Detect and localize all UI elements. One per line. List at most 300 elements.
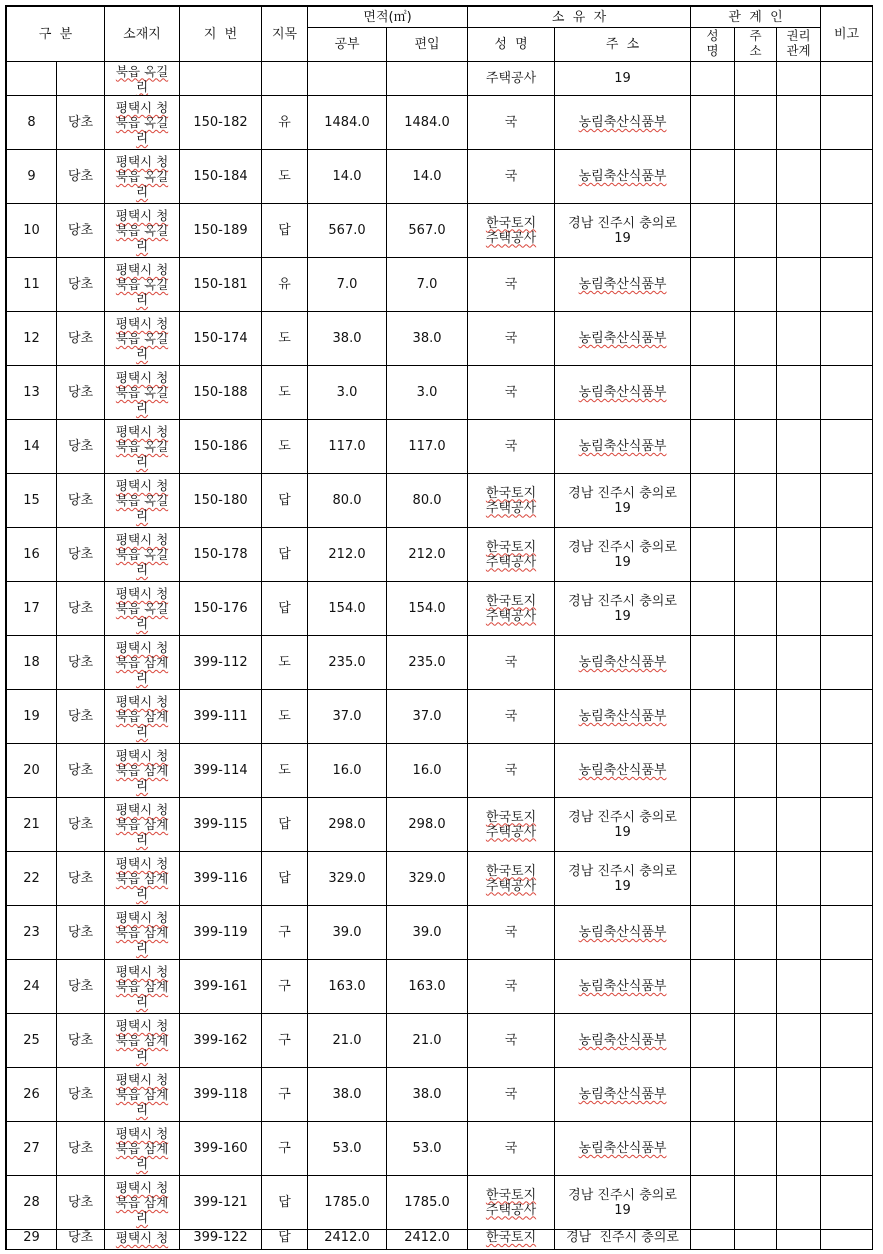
cell-related-address [735, 852, 777, 906]
cell-related-name [691, 258, 735, 312]
cell-region [57, 62, 105, 96]
owner-name-text: 한국토지 주택공사 [485, 1187, 537, 1218]
owner-name-text: 국 [504, 1033, 518, 1048]
cell-remarks [821, 204, 872, 258]
cell-related-address [735, 312, 777, 366]
table-row [7, 744, 873, 798]
cell-no: 29 [7, 1230, 57, 1250]
cell-lot: 399-116 [180, 852, 262, 906]
cell-area-registered: 38.0 [308, 1068, 387, 1122]
cell-location [105, 1014, 180, 1068]
cell-jimok: 답 [262, 798, 308, 852]
cell-area-incorporated: 154.0 [387, 582, 468, 636]
owner-name-text: 국 [504, 1087, 518, 1102]
cell-related-name [691, 1122, 735, 1176]
location-text: 평택시 청 북읍 옥길 리 [115, 586, 169, 631]
cell-owner-address [555, 1068, 691, 1122]
cell-area-incorporated [387, 62, 468, 96]
cell-owner-name [468, 366, 555, 420]
cell-owner-address [555, 1122, 691, 1176]
cell-related-rights [777, 420, 821, 474]
cell-related-name [691, 1014, 735, 1068]
cell-owner-name: 주택공사 [468, 62, 555, 96]
cell-area-incorporated: 163.0 [387, 960, 468, 1014]
cell-lot: 150-189 [180, 204, 262, 258]
cell-owner-name [468, 1068, 555, 1122]
cell-location [105, 150, 180, 204]
table-row [7, 1122, 873, 1176]
cell-region: 당초 [57, 960, 105, 1014]
cell-related-rights [777, 150, 821, 204]
cell-remarks [821, 420, 872, 474]
cell-location [105, 636, 180, 690]
header-owner: 소 유 자 [468, 7, 691, 28]
location-text: 평택시 청 북읍 삼계 리 [115, 640, 169, 685]
owner-address-text: 농림축산식품부 [578, 925, 667, 940]
cell-owner-address: 경남 진주시 충의로 [555, 1230, 691, 1250]
document-frame [6, 6, 872, 1249]
cell-location [105, 798, 180, 852]
cell-region: 당초 [57, 258, 105, 312]
cell-no: 22 [7, 852, 57, 906]
table-row [7, 1014, 873, 1068]
location-text: 평택시 청 북읍 옥길 리 [115, 316, 169, 361]
cell-related-address [735, 960, 777, 1014]
cell-no: 15 [7, 474, 57, 528]
cell-owner-name [468, 150, 555, 204]
owner-name-text: 국 [504, 115, 518, 130]
cell-jimok: 답 [262, 852, 308, 906]
cell-related-rights [777, 636, 821, 690]
location-text: 평택시 청 북읍 옥길 리 [115, 262, 169, 307]
cell-area-registered: 235.0 [308, 636, 387, 690]
cell-region: 당초 [57, 1014, 105, 1068]
cell-related-rights [777, 258, 821, 312]
cell-region: 당초 [57, 1230, 105, 1250]
owner-name-text: 국 [504, 331, 518, 346]
cell-remarks [821, 1176, 872, 1230]
cell-no: 25 [7, 1014, 57, 1068]
cell-area-registered: 53.0 [308, 1122, 387, 1176]
cell-owner-address [555, 366, 691, 420]
cell-jimok: 답 [262, 1230, 308, 1250]
cell-remarks [821, 150, 872, 204]
owner-address-text: 경남 진주시 충의로 19 [568, 863, 677, 894]
cell-remarks [821, 1230, 872, 1250]
cell-related-rights [777, 906, 821, 960]
cell-location [105, 312, 180, 366]
cell-location [105, 528, 180, 582]
cell-owner-name [468, 420, 555, 474]
table-body [7, 62, 873, 1230]
owner-name-text: 국 [504, 925, 518, 940]
table-row [7, 582, 873, 636]
location-text: 평택시 청 [115, 1230, 169, 1245]
cell-location [105, 1068, 180, 1122]
cell-remarks [821, 258, 872, 312]
cell-location [105, 906, 180, 960]
cell-no: 13 [7, 366, 57, 420]
cell-owner-name [468, 312, 555, 366]
cell-owner-address [555, 906, 691, 960]
cell-area-registered: 38.0 [308, 312, 387, 366]
cell-lot: 150-181 [180, 258, 262, 312]
cell-jimok: 구 [262, 906, 308, 960]
cell-no: 8 [7, 96, 57, 150]
cell-related-name [691, 96, 735, 150]
cell-related-address [735, 906, 777, 960]
owner-address-text: 경남 진주시 충의로 19 [568, 215, 677, 246]
cell-remarks [821, 906, 872, 960]
cell-lot: 399-115 [180, 798, 262, 852]
cell-related-name [691, 636, 735, 690]
owner-name-text: 한국토지 [485, 1230, 537, 1245]
table-row [7, 852, 873, 906]
cell-owner-address [555, 852, 691, 906]
cell-no: 24 [7, 960, 57, 1014]
cell-area-incorporated: 567.0 [387, 204, 468, 258]
cell-remarks [821, 852, 872, 906]
cell-region: 당초 [57, 852, 105, 906]
cell-related-rights [777, 960, 821, 1014]
cell-region: 당초 [57, 1176, 105, 1230]
cell-region: 당초 [57, 906, 105, 960]
cell-related-rights [777, 366, 821, 420]
cell-lot: 150-180 [180, 474, 262, 528]
cell-related-rights [777, 474, 821, 528]
cell-related-address [735, 474, 777, 528]
cell-related-address [735, 1230, 777, 1250]
header-owner-address: 주 소 [555, 28, 691, 62]
cell-location [105, 744, 180, 798]
location-text: 평택시 청 북읍 삼계 리 [115, 748, 169, 793]
location-text: 평택시 청 북읍 삼계 리 [115, 802, 169, 847]
cell-remarks [821, 312, 872, 366]
owner-name-text: 한국토지 주택공사 [485, 215, 537, 246]
cell-related-rights [777, 62, 821, 96]
cell-no: 14 [7, 420, 57, 474]
cell-related-name [691, 474, 735, 528]
cell-jimok: 도 [262, 744, 308, 798]
cell-owner-name [468, 690, 555, 744]
owner-address-text: 농림축산식품부 [578, 331, 667, 346]
cell-no: 16 [7, 528, 57, 582]
cell-location [105, 582, 180, 636]
cell-region: 당초 [57, 474, 105, 528]
cell-owner-address [555, 1014, 691, 1068]
location-text: 평택시 청 북읍 옥길 리 [115, 532, 169, 577]
cell-region: 당초 [57, 582, 105, 636]
cell-region: 당초 [57, 204, 105, 258]
cell-related-rights [777, 1014, 821, 1068]
cell-owner-name [468, 204, 555, 258]
cell-area-incorporated: 39.0 [387, 906, 468, 960]
cell-owner-name [468, 960, 555, 1014]
cell-lot: 399-161 [180, 960, 262, 1014]
owner-name-text: 한국토지 주택공사 [485, 593, 537, 624]
location-text: 평택시 청 북읍 삼계 리 [115, 1072, 169, 1117]
cell-owner-name [468, 1122, 555, 1176]
owner-address-text: 농림축산식품부 [578, 385, 667, 400]
table-row [7, 204, 873, 258]
table-row-continuation [7, 62, 873, 96]
cell-owner-address [555, 1176, 691, 1230]
cell-location [105, 258, 180, 312]
table-row [7, 798, 873, 852]
owner-name-text: 한국토지 주택공사 [485, 863, 537, 894]
header-area-registered: 공부 [308, 28, 387, 62]
cell-jimok: 구 [262, 1068, 308, 1122]
cell-lot: 399-121 [180, 1176, 262, 1230]
cell-area-registered: 117.0 [308, 420, 387, 474]
owner-address-text: 농림축산식품부 [578, 655, 667, 670]
cell-remarks [821, 96, 872, 150]
cell-remarks [821, 1068, 872, 1122]
cell-area-incorporated: 1785.0 [387, 1176, 468, 1230]
cell-owner-name [468, 1176, 555, 1230]
cell-remarks [821, 62, 872, 96]
cell-jimok: 답 [262, 1176, 308, 1230]
cell-area-incorporated: 53.0 [387, 1122, 468, 1176]
cell-lot: 150-174 [180, 312, 262, 366]
cell-owner-address [555, 636, 691, 690]
cell-area-incorporated: 7.0 [387, 258, 468, 312]
owner-address-text: 농림축산식품부 [578, 709, 667, 724]
owner-name-text: 국 [504, 979, 518, 994]
cell-owner-address [555, 474, 691, 528]
cell-location [105, 960, 180, 1014]
table-row [7, 906, 873, 960]
cell-owner-address [555, 258, 691, 312]
table-body-last [7, 1230, 873, 1250]
owner-name-text: 국 [504, 277, 518, 292]
cell-area-registered: 567.0 [308, 204, 387, 258]
cell-region: 당초 [57, 96, 105, 150]
cell-area-registered: 212.0 [308, 528, 387, 582]
cell-area-registered: 39.0 [308, 906, 387, 960]
cell-related-rights [777, 744, 821, 798]
cell-remarks [821, 528, 872, 582]
location-text: 평택시 청 북읍 삼계 리 [115, 964, 169, 1009]
cell-owner-address [555, 582, 691, 636]
location-text: 평택시 청 북읍 옥길 리 [115, 370, 169, 415]
cell-region: 당초 [57, 420, 105, 474]
cell-jimok: 유 [262, 96, 308, 150]
table-row [7, 960, 873, 1014]
cell-lot: 399-122 [180, 1230, 262, 1250]
cell-no: 23 [7, 906, 57, 960]
cell-area-registered: 1484.0 [308, 96, 387, 150]
cell-remarks [821, 636, 872, 690]
cell-owner-address [555, 960, 691, 1014]
cell-area-registered: 3.0 [308, 366, 387, 420]
location-text: 평택시 청 북읍 삼계 리 [115, 856, 169, 901]
table-row [7, 150, 873, 204]
owner-address-text: 농림축산식품부 [578, 979, 667, 994]
header-gubun: 구 분 [7, 7, 105, 62]
cell-owner-name [468, 474, 555, 528]
location-text: 평택시 청 북읍 삼계 리 [115, 694, 169, 739]
cell-jimok: 답 [262, 528, 308, 582]
cell-lot: 399-114 [180, 744, 262, 798]
location-text: 평택시 청 북읍 옥길 리 [115, 154, 169, 199]
cell-lot: 399-111 [180, 690, 262, 744]
location-text: 평택시 청 북읍 옥길 리 [115, 100, 169, 145]
cell-area-registered: 329.0 [308, 852, 387, 906]
cell-area-registered: 1785.0 [308, 1176, 387, 1230]
cell-owner-address [555, 204, 691, 258]
cell-related-name [691, 690, 735, 744]
owner-name-text: 한국토지 주택공사 [485, 809, 537, 840]
cell-related-address [735, 366, 777, 420]
owner-name-text: 한국토지 주택공사 [485, 539, 537, 570]
location-text: 평택시 청 북읍 삼계 리 [115, 1180, 169, 1225]
owner-address-text: 농림축산식품부 [578, 115, 667, 130]
cell-owner-name [468, 636, 555, 690]
cell-area-registered: 298.0 [308, 798, 387, 852]
cell-area-registered: 154.0 [308, 582, 387, 636]
table-header [7, 7, 873, 62]
cell-lot: 150-184 [180, 150, 262, 204]
cell-location [105, 1230, 180, 1250]
owner-name-text: 국 [504, 439, 518, 454]
cell-jimok: 구 [262, 1014, 308, 1068]
cell-lot: 399-160 [180, 1122, 262, 1176]
cell-related-rights [777, 1176, 821, 1230]
cell-related-rights [777, 690, 821, 744]
cell-related-rights [777, 1230, 821, 1250]
cell-related-name [691, 420, 735, 474]
cell-related-address [735, 1068, 777, 1122]
cell-jimok: 구 [262, 960, 308, 1014]
cell-related-name [691, 852, 735, 906]
cell-owner-name [468, 258, 555, 312]
cell-lot: 399-112 [180, 636, 262, 690]
owner-address-text: 농림축산식품부 [578, 763, 667, 778]
cell-area-registered: 80.0 [308, 474, 387, 528]
cell-related-name [691, 1068, 735, 1122]
cell-jimok: 도 [262, 690, 308, 744]
cell-remarks [821, 744, 872, 798]
cell-owner-address [555, 690, 691, 744]
cell-location [105, 420, 180, 474]
cell-region: 당초 [57, 528, 105, 582]
cell-related-name [691, 582, 735, 636]
cell-no: 26 [7, 1068, 57, 1122]
cell-location [105, 96, 180, 150]
table-row [7, 528, 873, 582]
owner-name-text: 국 [504, 655, 518, 670]
cell-related-address [735, 150, 777, 204]
header-related-rights: 권리 관계 [777, 28, 821, 62]
cell-area-registered: 37.0 [308, 690, 387, 744]
location-text: 북읍 옥길 리 [115, 63, 169, 94]
cell-remarks [821, 960, 872, 1014]
cell-owner-name [468, 852, 555, 906]
cell-remarks [821, 582, 872, 636]
header-lot-number: 지 번 [180, 7, 262, 62]
table-row [7, 96, 873, 150]
header-owner-name: 성 명 [468, 28, 555, 62]
header-land-category: 지목 [262, 7, 308, 62]
owner-address-text: 경남 진주시 충의로 19 [568, 485, 677, 516]
header-related-name: 성 명 [691, 28, 735, 62]
cell-region: 당초 [57, 744, 105, 798]
cell-lot [180, 62, 262, 96]
cell-region: 당초 [57, 1122, 105, 1176]
owner-address-text: 농림축산식품부 [578, 439, 667, 454]
cell-jimok: 유 [262, 258, 308, 312]
cell-related-name [691, 906, 735, 960]
cell-related-rights [777, 852, 821, 906]
owner-name-text: 국 [504, 1141, 518, 1156]
cell-jimok: 도 [262, 312, 308, 366]
cell-related-rights [777, 528, 821, 582]
cell-remarks [821, 366, 872, 420]
cell-location [105, 852, 180, 906]
table-row [7, 366, 873, 420]
cell-region: 당초 [57, 1068, 105, 1122]
owner-name-text: 국 [504, 763, 518, 778]
cell-no: 27 [7, 1122, 57, 1176]
cell-lot: 150-176 [180, 582, 262, 636]
cell-lot: 150-178 [180, 528, 262, 582]
cell-related-rights [777, 312, 821, 366]
location-text: 평택시 청 북읍 옥길 리 [115, 424, 169, 469]
header-remarks: 비고 [821, 7, 872, 62]
cell-area-incorporated: 329.0 [387, 852, 468, 906]
cell-related-rights [777, 204, 821, 258]
cell-related-address [735, 1014, 777, 1068]
cell-related-address [735, 420, 777, 474]
cell-location [105, 62, 180, 96]
cell-area-registered: 7.0 [308, 258, 387, 312]
cell-remarks [821, 1014, 872, 1068]
cell-region: 당초 [57, 690, 105, 744]
cell-region: 당초 [57, 636, 105, 690]
cell-lot: 150-186 [180, 420, 262, 474]
table-row [7, 1068, 873, 1122]
cell-owner-address [555, 150, 691, 204]
cell-no [7, 62, 57, 96]
cell-related-address [735, 1176, 777, 1230]
cell-area-incorporated: 2412.0 [387, 1230, 468, 1250]
cell-related-address [735, 582, 777, 636]
cell-area-incorporated: 16.0 [387, 744, 468, 798]
cell-jimok: 도 [262, 150, 308, 204]
cell-related-rights [777, 582, 821, 636]
cell-remarks [821, 474, 872, 528]
cell-location [105, 474, 180, 528]
cell-no: 28 [7, 1176, 57, 1230]
owner-address-text: 경남 진주시 충의로 19 [568, 1187, 677, 1218]
cell-related-address [735, 798, 777, 852]
cell-location [105, 690, 180, 744]
cell-no: 19 [7, 690, 57, 744]
table-row [7, 312, 873, 366]
cell-area-incorporated: 14.0 [387, 150, 468, 204]
cell-related-name [691, 1230, 735, 1250]
cell-related-address [735, 204, 777, 258]
cell-jimok: 답 [262, 582, 308, 636]
cell-area-incorporated: 21.0 [387, 1014, 468, 1068]
cell-related-rights [777, 798, 821, 852]
cell-jimok: 도 [262, 366, 308, 420]
cell-related-rights [777, 1068, 821, 1122]
cell-area-incorporated: 212.0 [387, 528, 468, 582]
header-related-party: 관 계 인 [691, 7, 821, 28]
location-text: 평택시 청 북읍 삼계 리 [115, 1126, 169, 1171]
